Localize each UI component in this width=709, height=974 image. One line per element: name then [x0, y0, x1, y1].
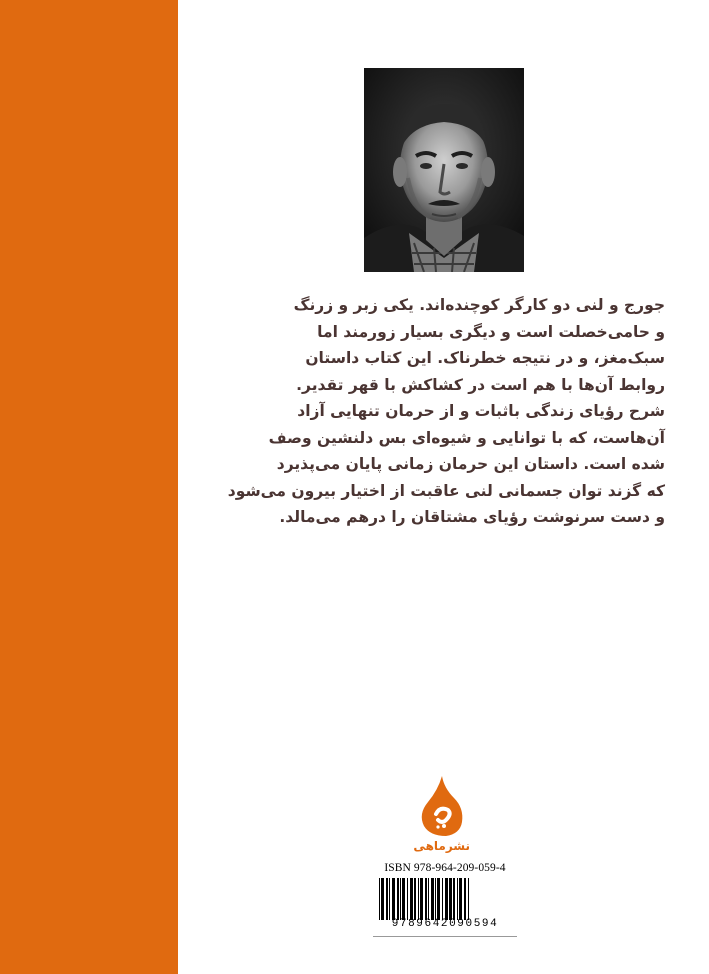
synopsis-line: شرح رؤیای زندگی باثبات و از حرمان تنهایی آزاد: [297, 402, 665, 420]
barcode-bar: [431, 878, 434, 920]
barcode-bar: [407, 878, 408, 920]
portrait-photo-icon: [364, 68, 524, 272]
barcode-icon: [375, 878, 515, 920]
isbn-number: ISBN 978-964-209-059-4: [384, 862, 506, 874]
synopsis-line: که گزند توان جسمانی لنی عاقبت از اختیار بیرون می‌شود: [227, 481, 665, 500]
barcode-bar: [437, 878, 440, 920]
barcode-bar: [381, 878, 384, 920]
orange-side-band: [0, 0, 178, 974]
barcode-bar: [468, 878, 469, 920]
barcode-bar: [379, 878, 380, 920]
barcode-bar: [386, 878, 388, 920]
author-portrait: [364, 68, 524, 272]
barcode-bar: [402, 878, 405, 920]
barcode-bar: [442, 878, 443, 920]
synopsis-line: روابط آن‌ها با هم است در کشاکش با قهر تقدیر.: [296, 375, 665, 394]
barcode-bar: [453, 878, 455, 920]
barcode-bar: [425, 878, 427, 920]
barcode-bar: [445, 878, 448, 920]
barcode-bar: [410, 878, 413, 920]
barcode-bar: [435, 878, 436, 920]
synopsis-text: [227, 292, 665, 531]
barcode-bar: [459, 878, 462, 920]
barcode-bar: [400, 878, 401, 920]
barcode-bar: [428, 878, 429, 920]
synopsis-line: شده است. داستان این حرمان زمانی پایان می‌پذیرد: [276, 455, 665, 473]
barcode-bar: [389, 878, 390, 920]
synopsis-line: سبک‌مغز، و در نتیجه خطرناک. این کتاب داستان: [305, 349, 665, 367]
synopsis-line: و حامی‌خصلت است و دیگری بسیار زورمند اما: [317, 322, 665, 341]
barcode-bar: [418, 878, 419, 920]
synopsis-line: جورج و لنی دو کارگر کوچنده‌اند. یکی زبر و زرنگ: [293, 296, 665, 314]
barcode-bar: [457, 878, 458, 920]
barcode-bar: [414, 878, 416, 920]
barcode-bar: [449, 878, 452, 920]
barcode-bar: [397, 878, 399, 920]
synopsis-line: آن‌هاست، که با توانایی و شیوه‌ای بس دلنشین وصف: [268, 428, 665, 447]
isbn-barcode-block: [373, 862, 517, 936]
publisher-logo: [414, 774, 470, 856]
divider: [373, 936, 517, 937]
publisher-name: نشرماهی: [413, 839, 470, 853]
barcode-bar: [464, 878, 466, 920]
barcode-digits: 9789642090594: [391, 918, 499, 930]
synopsis-line: و دست سرنوشت رؤیای مشتاقان را درهم می‌مالد.: [279, 508, 665, 526]
barcode-bar: [392, 878, 395, 920]
barcode-bar: [420, 878, 423, 920]
